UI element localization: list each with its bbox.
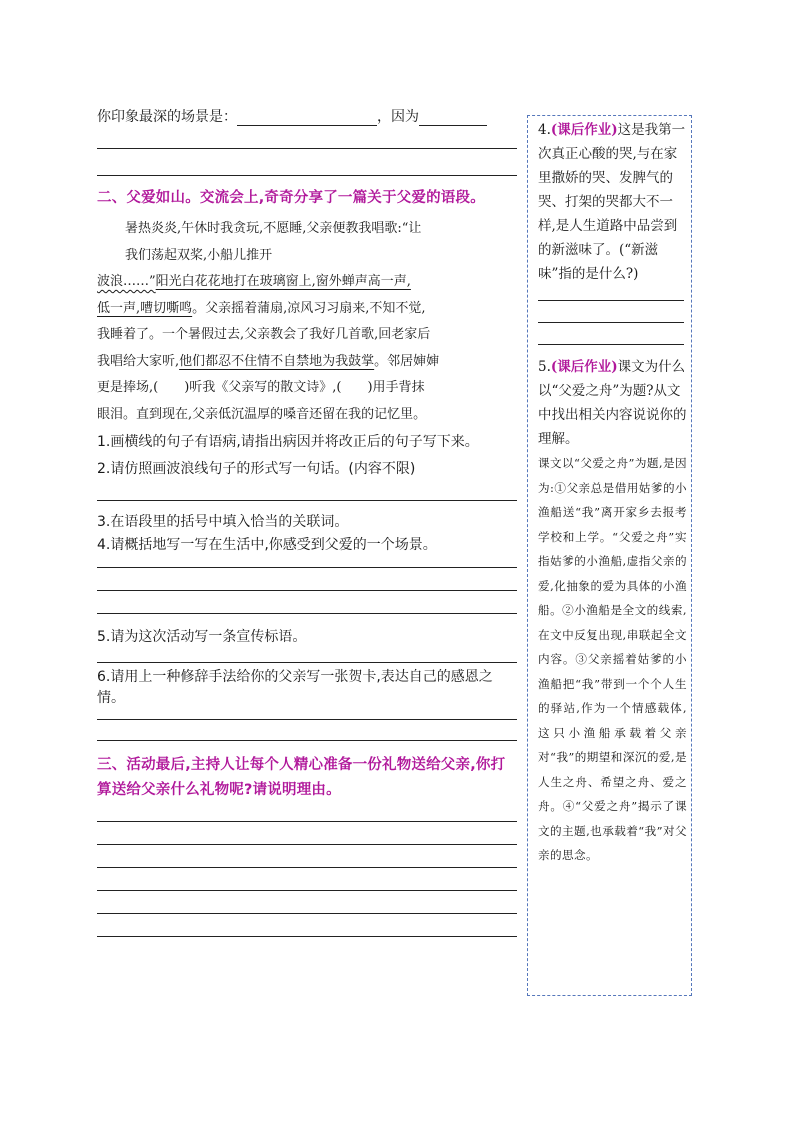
passage-line: 暑热炎炎,午休时我贪玩,不愿睡,父亲便教我唱歌:“让 [125,221,422,236]
intro-prompt: 你印象最深的场景是： [97,109,237,125]
answer-line[interactable] [97,867,517,868]
answer-line[interactable] [538,322,684,323]
wavy-underlined-text: 波浪……” [97,274,156,289]
passage-text: 。父亲摇着蒲扇,凉风习习扇来,不知不觉, [192,300,426,316]
question-text: 这是我第一次真正心酸的哭,与在家里撒娇的哭、发脾气的哭、打架的哭都大不一样,是人生道路中品尝到的新滋味了。(“新滋味”指的是什么?) [538,122,686,282]
homework-sidebar [527,115,692,996]
sidebar-answer: 课文以“父爱之舟”为题,是因为:①父亲总是借用姑爹的小渔船送“我”离开家乡去报考学校和上学。“父爱之舟”实指姑爹的小渔船,虚指父亲的爱,化抽象的爱为具体的小渔船。②小渔船是全文的线索,在文中反复出现,串联起全文内容。③父亲摇着姑爹的小渔船把“我”带到一个个人生的驿站,作为一个情感载体,这只小渔船承载着父亲对“我”的期望和深沉的爱,是人生之舟、希望之舟、爱之舟。④“父爱之舟”揭示了课文的主题,也承载着“我”对父亲的思念。 [538,456,687,862]
question-5: 5.请为这次活动写一条宣传标语。 [97,629,307,645]
answer-line[interactable] [97,740,517,741]
answer-line[interactable] [97,821,517,822]
question-2: 2.请仿照画波浪线句子的形式写一句话。(内容不限) [97,461,416,477]
passage [97,216,517,428]
passage-line: 眼泪。直到现在,父亲低沉温厚的嗓音还留在我的记忆里。 [97,406,427,422]
homework-tag: (课后作业) [550,122,618,138]
answer-line[interactable] [97,719,517,720]
underlined-sentence: 低一声,嘈切嘶鸣 [97,300,193,316]
answer-line[interactable] [97,913,517,914]
sidebar-question-4 [538,118,687,286]
question-1: 1.画横线的句子有语病,请指出病因并将改正后的句子写下来。 [97,434,479,450]
answer-line[interactable] [97,936,517,937]
answer-line[interactable] [97,590,517,591]
underlined-sentence: 他们都忍不住情不自禁地为我鼓掌 [179,353,375,369]
worksheet-main [97,96,517,937]
passage-line [97,269,517,296]
section3-heading: 三、活动最后,主持人让每个人精心准备一份礼物送给父亲,你打算送给父亲什么礼物呢?请说明理由。 [97,757,506,798]
sidebar-question-5 [538,355,687,451]
passage-line: 我们荡起双桨,小船儿推开 [125,247,273,263]
question-text: 课文为什么以“父爱之舟”为题?从文中找出相关内容说说你的理解。 [538,359,687,447]
answer-line[interactable] [97,148,517,149]
answer-line[interactable] [97,662,517,663]
question-number: 5. [538,359,551,375]
intro-because: ，因为 [377,109,419,125]
passage-text: 我唱给大家听, [97,353,180,369]
answer-line[interactable] [97,890,517,891]
question-number: 4. [538,122,551,138]
question-3: 3.在语段里的括号中填入恰当的关联词。 [97,514,349,530]
answer-line[interactable] [97,567,517,568]
passage-line: 我睡着了。一个暑假过去,父亲教会了我好几首歌,回老家后 [97,327,431,342]
answer-line[interactable] [538,344,684,345]
answer-line[interactable] [97,844,517,845]
homework-tag: (课后作业) [550,359,618,375]
answer-line[interactable] [97,500,517,501]
intro-question [97,96,517,126]
passage-line: 更是捧场,( )听我《父亲写的散文诗》,( )用手背抹 [97,380,425,395]
answer-blank[interactable] [237,107,377,126]
answer-line[interactable] [97,613,517,614]
passage-line [97,296,517,323]
question-4: 4.请概括地写一写在生活中,你感受到父爱的一个场景。 [97,537,437,553]
passage-line [97,349,517,376]
answer-blank[interactable] [419,107,487,126]
answer-line[interactable] [97,175,517,176]
passage-text: 。邻居婶婶 [374,353,440,369]
question-6: 6.请用上一种修辞手法给你的父亲写一张贺卡,表达自己的感恩之情。 [97,669,493,706]
underlined-sentence: 阳光白花花地打在玻璃窗上,窗外蝉声高一声, [155,274,411,289]
section2-heading: 二、父爱如山。交流会上,奇奇分享了一篇关于父爱的语段。 [97,190,485,206]
answer-line[interactable] [538,300,684,301]
